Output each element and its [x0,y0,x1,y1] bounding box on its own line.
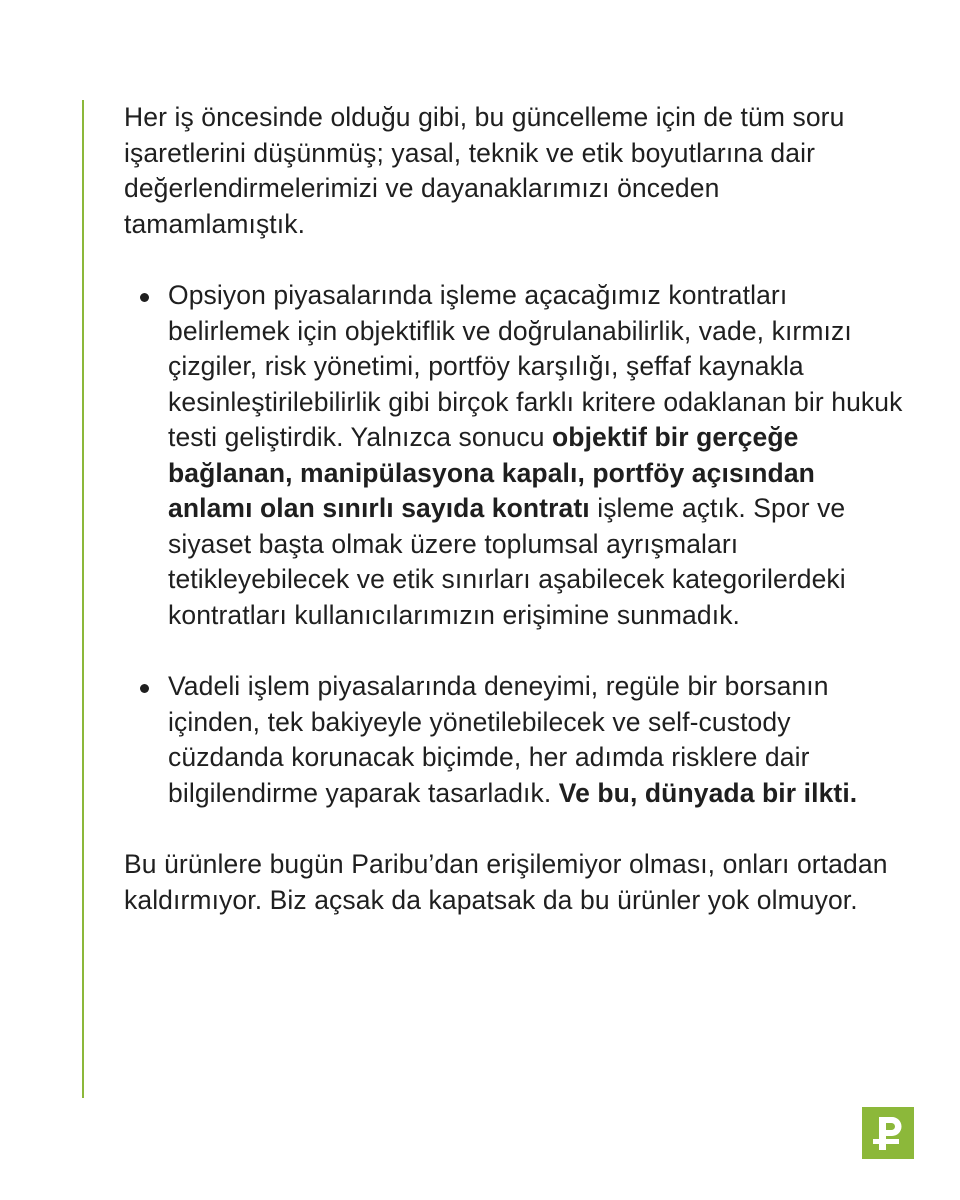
bullet-text-bold: objektif bir gerçeğe bağlanan, manipülasyona kapalı, portföy açısından anlamı olan sınırlı sayıda kontratı [168,422,815,523]
bullet-text-before: Opsiyon piyasalarında işleme açacağımız kontratları belirlemek için objektiflik ve doğrulanabilirlik, vade, kırmızı çizgiler, risk yönetimi, portföy karşılığı, şeffaf kaynakla kesinleştirilebilirlik gibi birçok farklı kritere odaklanan bir hukuk testi geliştirdik. Yalnızca sonucu [168,280,903,452]
bullet-text-before: Vadeli işlem piyasalarında deneyimi, regüle bir borsanın içinden, tek bakiyeyle yönetilebilecek ve self-custody cüzdanda korunacak biçimde, her adımda risklere dair bilgilendirme yaparak tasarladık. [168,671,829,808]
bullet-item-futures [124,669,904,811]
bullet-list [124,278,904,811]
outro-paragraph: Bu ürünlere bugün Paribu’dan erişilemiyor olması, onları ortadan kaldırmıyor. Biz açsak da kapatsak da bu ürünler yok olmuyor. [124,849,888,915]
paribu-logo-icon [862,1107,914,1159]
bullet-text-after: işleme açtık. Spor ve siyaset başta olmak üzere toplumsal ayrışmaları tetikleyebilecek ve etik sınırları aşabilecek kategorilerdeki kontratları kullanıcılarımızın erişimine sunmadık. [168,493,846,630]
bullet-dot-icon [140,293,149,302]
bullet-text-bold: Ve bu, dünyada bir ilkti. [558,777,858,808]
article-body [124,100,904,918]
intro-paragraph: Her iş öncesinde olduğu gibi, bu güncelleme için de tüm soru işaretlerini düşünmüş; yasal, teknik ve etik boyutlarına dair değerlendirmelerimizi ve dayanaklarımızı önceden tamamlamıştık. [124,102,845,239]
accent-line [82,100,84,1098]
bullet-item-options [124,278,904,633]
bullet-dot-icon [140,684,149,693]
